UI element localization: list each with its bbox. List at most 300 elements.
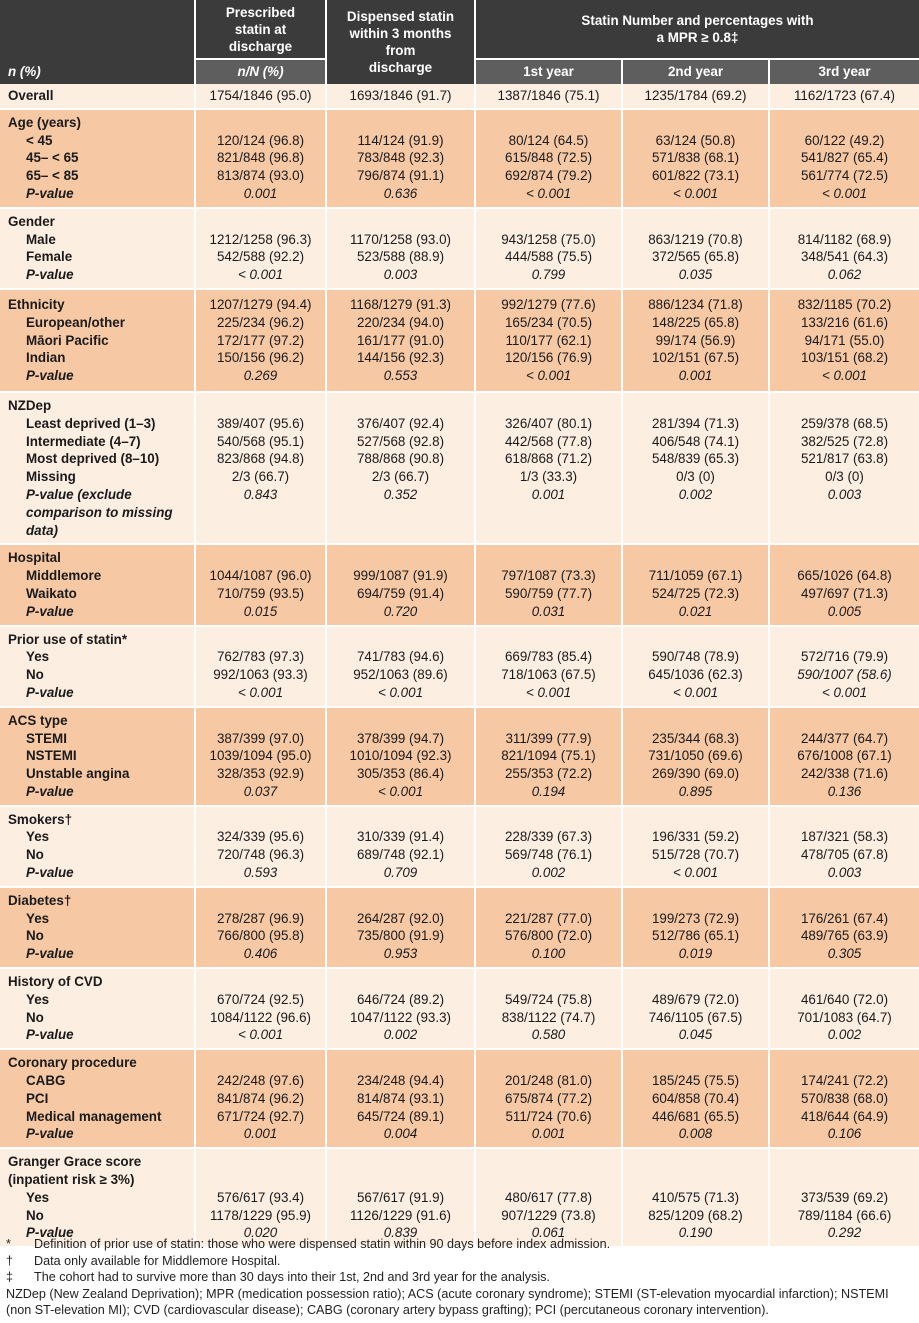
value-cell bbox=[475, 626, 622, 707]
table-row bbox=[0, 109, 919, 208]
value: 570/838 (68.0) bbox=[800, 1090, 889, 1106]
spacer bbox=[196, 397, 325, 415]
p-value: 0.406 bbox=[243, 946, 278, 962]
spacer bbox=[623, 892, 768, 910]
value: 161/177 (91.0) bbox=[356, 332, 445, 348]
value: 372/565 (65.8) bbox=[651, 249, 740, 265]
value: 540/568 (95.1) bbox=[216, 433, 305, 449]
p-value: 0.593 bbox=[243, 865, 278, 881]
value-cell bbox=[769, 1148, 919, 1247]
value: 567/617 (91.9) bbox=[356, 1189, 445, 1205]
row-label bbox=[0, 84, 195, 109]
value: 832/1185 (70.2) bbox=[797, 296, 892, 312]
value-cell bbox=[195, 707, 326, 806]
value-cell bbox=[326, 887, 475, 968]
value: 689/748 (92.1) bbox=[356, 847, 445, 863]
category-label: Least deprived (1–3) bbox=[26, 415, 156, 431]
spacer bbox=[623, 397, 768, 415]
table-row bbox=[0, 1148, 919, 1247]
p-value: 0.008 bbox=[678, 1126, 713, 1142]
table-row bbox=[0, 707, 919, 806]
value: 576/800 (72.0) bbox=[504, 928, 593, 944]
value-cell bbox=[326, 1049, 475, 1148]
value: 1693/1846 (91.7) bbox=[349, 88, 452, 103]
spacer bbox=[327, 631, 474, 649]
value: 1126/1229 (91.6) bbox=[349, 1207, 451, 1223]
footnote bbox=[0, 1269, 906, 1286]
value-cell bbox=[195, 1049, 326, 1148]
row-label bbox=[0, 1049, 195, 1148]
value: 863/1219 (70.8) bbox=[648, 231, 743, 247]
value: 1235/1784 (69.2) bbox=[644, 88, 747, 103]
value: 1212/1258 (96.3) bbox=[209, 231, 312, 247]
value: 102/151 (67.5) bbox=[651, 350, 740, 366]
value-cell bbox=[622, 289, 769, 392]
value: 187/321 (58.3) bbox=[800, 829, 889, 845]
category-label: Male bbox=[26, 231, 56, 247]
value: 120/124 (96.8) bbox=[216, 132, 305, 148]
header-n-label: n (%) bbox=[8, 64, 41, 80]
value: 720/748 (96.3) bbox=[216, 847, 305, 863]
p-value: 0.003 bbox=[383, 267, 418, 283]
value-cell bbox=[195, 109, 326, 208]
value: 796/874 (91.1) bbox=[356, 168, 445, 184]
footnote bbox=[0, 1253, 906, 1270]
value: 373/539 (69.2) bbox=[800, 1189, 889, 1205]
p-value: 0.002 bbox=[383, 1027, 418, 1043]
value: 348/541 (64.3) bbox=[800, 249, 889, 265]
spacer bbox=[196, 549, 325, 567]
value: 814/1182 (68.9) bbox=[797, 231, 892, 247]
value: 199/273 (72.9) bbox=[651, 910, 740, 926]
header-prescribed-line: statin at bbox=[234, 21, 287, 37]
p-value: 0.021 bbox=[678, 603, 713, 619]
spacer bbox=[623, 1171, 768, 1189]
spacer bbox=[327, 1153, 474, 1171]
p-value: 0.020 bbox=[243, 1225, 278, 1241]
value-cell bbox=[475, 84, 622, 109]
value-cell bbox=[475, 1049, 622, 1148]
category-label: European/other bbox=[26, 314, 125, 330]
row-label bbox=[0, 887, 195, 968]
header-dispensed-line: discharge bbox=[368, 60, 433, 75]
value-cell bbox=[475, 392, 622, 544]
row-label bbox=[0, 626, 195, 707]
spacer bbox=[327, 1171, 474, 1189]
header-year1: 1st year bbox=[475, 59, 622, 84]
category-label: PCI bbox=[26, 1090, 49, 1106]
value: 783/848 (92.3) bbox=[356, 150, 445, 166]
p-value: 0.001 bbox=[678, 368, 713, 384]
value: 762/783 (97.3) bbox=[216, 649, 305, 665]
table-row bbox=[0, 887, 919, 968]
spacer bbox=[327, 811, 474, 829]
value: 675/874 (77.2) bbox=[504, 1090, 593, 1106]
value: 1047/1122 (93.3) bbox=[349, 1009, 451, 1025]
p-value: 0.553 bbox=[383, 368, 418, 384]
value-cell bbox=[622, 968, 769, 1049]
value-cell bbox=[195, 1148, 326, 1247]
spacer bbox=[476, 1054, 621, 1072]
spacer bbox=[623, 631, 768, 649]
value: 442/568 (77.8) bbox=[504, 433, 593, 449]
row-label bbox=[0, 392, 195, 544]
p-value: 0.292 bbox=[827, 1225, 862, 1241]
value: 669/783 (85.4) bbox=[504, 649, 593, 665]
spacer bbox=[476, 811, 621, 829]
value: 1010/1094 (92.3) bbox=[349, 748, 452, 764]
p-value-label: P-value bbox=[26, 1126, 74, 1142]
p-value: 0.045 bbox=[678, 1027, 713, 1043]
value: 406/548 (74.1) bbox=[651, 433, 740, 449]
spacer bbox=[327, 892, 474, 910]
value-cell bbox=[622, 1049, 769, 1148]
value: 731/1050 (69.6) bbox=[648, 748, 743, 764]
table-row bbox=[0, 626, 919, 707]
value: 196/331 (59.2) bbox=[651, 829, 740, 845]
spacer bbox=[770, 1054, 919, 1072]
value: 244/377 (64.7) bbox=[800, 730, 889, 746]
footnote-text: Definition of prior use of statin: those who were dispensed statin within 90 days before index admission. bbox=[34, 1237, 611, 1251]
value: 110/177 (62.1) bbox=[505, 332, 592, 348]
header-prescribed-line: Prescribed bbox=[225, 4, 296, 20]
value: 789/1184 (66.6) bbox=[797, 1207, 892, 1223]
spacer bbox=[770, 631, 919, 649]
value-cell bbox=[769, 544, 919, 625]
value-cell bbox=[475, 289, 622, 392]
header-prescribed-line: discharge bbox=[228, 38, 293, 54]
value-cell bbox=[195, 84, 326, 109]
header-dispensed bbox=[326, 0, 475, 84]
p-value: 0.001 bbox=[531, 1126, 566, 1142]
value: 701/1083 (64.7) bbox=[797, 1009, 892, 1025]
category-label: Intermediate (4–7) bbox=[26, 433, 141, 449]
header-mpr bbox=[475, 0, 919, 59]
category-label: Medical management bbox=[26, 1108, 162, 1124]
value-cell bbox=[475, 544, 622, 625]
p-value: < 0.001 bbox=[821, 185, 868, 201]
value: 264/287 (92.0) bbox=[356, 910, 445, 926]
table-row bbox=[0, 1049, 919, 1148]
value: 176/261 (67.4) bbox=[800, 910, 889, 926]
value: 63/124 (50.8) bbox=[655, 132, 736, 148]
value: 305/353 (86.4) bbox=[356, 766, 445, 782]
p-value-label: data) bbox=[26, 522, 58, 538]
p-value-label: P-value bbox=[26, 1225, 74, 1241]
value: 311/399 (77.9) bbox=[505, 730, 592, 746]
value: 527/568 (92.8) bbox=[356, 433, 445, 449]
value: 571/838 (68.1) bbox=[651, 150, 740, 166]
value-cell bbox=[326, 208, 475, 289]
spacer bbox=[196, 973, 325, 991]
value: 952/1063 (89.6) bbox=[353, 667, 448, 683]
value: 235/344 (68.3) bbox=[651, 730, 740, 746]
spacer bbox=[770, 549, 919, 567]
category-label: < 45 bbox=[26, 132, 53, 148]
value-cell bbox=[769, 968, 919, 1049]
header-prescribed bbox=[195, 0, 326, 59]
p-value: 0.062 bbox=[827, 267, 862, 283]
table-row bbox=[0, 968, 919, 1049]
group-title: ACS type bbox=[8, 712, 68, 728]
header-year2: 2nd year bbox=[622, 59, 769, 84]
value: 821/1094 (75.1) bbox=[501, 748, 596, 764]
value: 133/216 (61.6) bbox=[800, 314, 889, 330]
value: 114/124 (91.9) bbox=[357, 132, 444, 148]
spacer bbox=[196, 1054, 325, 1072]
p-value: 0.035 bbox=[678, 267, 713, 283]
p-value: 0.636 bbox=[383, 185, 418, 201]
group-title: Hospital bbox=[8, 550, 61, 566]
value: 221/287 (77.0) bbox=[504, 910, 593, 926]
p-value-label: P-value bbox=[26, 865, 74, 881]
p-value: 0.005 bbox=[827, 603, 862, 619]
value: 144/156 (92.3) bbox=[356, 350, 445, 366]
p-value: 0.002 bbox=[827, 1027, 862, 1043]
value-cell bbox=[622, 544, 769, 625]
p-value: < 0.001 bbox=[821, 684, 868, 700]
value: 1/3 (33.3) bbox=[519, 469, 578, 485]
value: 590/1007 (58.6) bbox=[797, 667, 892, 683]
p-value-label: P-value bbox=[26, 783, 74, 799]
value: 541/827 (65.4) bbox=[800, 150, 889, 166]
p-value: 0.106 bbox=[827, 1126, 862, 1142]
spacer bbox=[196, 1171, 325, 1189]
value: 718/1063 (67.5) bbox=[501, 667, 596, 683]
value: 841/874 (96.2) bbox=[216, 1090, 305, 1106]
category-label: Middlemore bbox=[26, 568, 102, 584]
value: 618/868 (71.2) bbox=[504, 451, 593, 467]
value: 269/390 (69.0) bbox=[651, 766, 740, 782]
value: 259/378 (68.5) bbox=[800, 415, 889, 431]
table-header bbox=[0, 0, 919, 84]
group-title: Gender bbox=[8, 213, 55, 229]
spacer bbox=[770, 213, 919, 231]
value: 813/874 (93.0) bbox=[216, 168, 305, 184]
category-label: Yes bbox=[26, 649, 50, 665]
value-cell bbox=[326, 289, 475, 392]
header-prescribed-sub: n/N (%) bbox=[195, 59, 326, 84]
value: 2/3 (66.7) bbox=[371, 469, 430, 485]
category-label: 65– < 85 bbox=[26, 168, 79, 184]
value: 671/724 (92.7) bbox=[216, 1108, 305, 1124]
p-value: < 0.001 bbox=[377, 783, 424, 799]
value: 225/234 (96.2) bbox=[216, 314, 305, 330]
value: 999/1087 (91.9) bbox=[353, 568, 448, 584]
category-label: Indian bbox=[26, 350, 66, 366]
table-row bbox=[0, 208, 919, 289]
value: 418/644 (64.9) bbox=[800, 1108, 889, 1124]
p-value: 0.001 bbox=[243, 185, 278, 201]
p-value: < 0.001 bbox=[672, 684, 719, 700]
p-value: < 0.001 bbox=[525, 684, 572, 700]
value-cell bbox=[195, 626, 326, 707]
p-value: < 0.001 bbox=[672, 865, 719, 881]
value: 569/748 (76.1) bbox=[504, 847, 593, 863]
value-cell bbox=[475, 109, 622, 208]
value: 692/874 (79.2) bbox=[504, 168, 593, 184]
value: 201/248 (81.0) bbox=[504, 1073, 593, 1089]
p-value: < 0.001 bbox=[237, 1027, 284, 1043]
p-value: < 0.001 bbox=[377, 684, 424, 700]
value: 735/800 (91.9) bbox=[356, 928, 445, 944]
row-label bbox=[0, 806, 195, 887]
value: 1162/1723 (67.4) bbox=[793, 88, 895, 103]
value: 165/234 (70.5) bbox=[504, 314, 593, 330]
table-row bbox=[0, 806, 919, 887]
p-value-label: P-value bbox=[26, 368, 74, 384]
value: 886/1234 (71.8) bbox=[648, 296, 743, 312]
p-value: < 0.001 bbox=[237, 684, 284, 700]
value: 0/3 (0) bbox=[825, 469, 864, 485]
value: 992/1279 (77.6) bbox=[501, 296, 596, 312]
category-label: No bbox=[26, 1207, 44, 1223]
row-label bbox=[0, 109, 195, 208]
value: 1084/1122 (96.6) bbox=[209, 1009, 311, 1025]
spacer bbox=[770, 712, 919, 730]
value: 172/177 (97.2) bbox=[216, 332, 305, 348]
value-cell bbox=[195, 392, 326, 544]
value-cell bbox=[475, 887, 622, 968]
spacer bbox=[623, 114, 768, 132]
p-value: < 0.001 bbox=[525, 185, 572, 201]
value: 1168/1279 (91.3) bbox=[349, 296, 451, 312]
group-title: Smokers† bbox=[8, 811, 73, 827]
spacer bbox=[476, 712, 621, 730]
spacer bbox=[196, 811, 325, 829]
table-body bbox=[0, 84, 919, 1247]
value-cell bbox=[475, 707, 622, 806]
category-label: CABG bbox=[26, 1073, 66, 1089]
p-value: 0.799 bbox=[531, 267, 566, 283]
value: 521/817 (63.8) bbox=[800, 451, 889, 467]
category-label: STEMI bbox=[26, 730, 67, 746]
value-cell bbox=[769, 626, 919, 707]
value-cell bbox=[326, 109, 475, 208]
spacer bbox=[476, 892, 621, 910]
spacer bbox=[770, 892, 919, 910]
category-label: No bbox=[26, 1009, 44, 1025]
value: 326/407 (80.1) bbox=[504, 415, 593, 431]
value: 549/724 (75.8) bbox=[504, 991, 593, 1007]
p-value: 0.352 bbox=[383, 486, 418, 502]
p-value-label: P-value bbox=[26, 185, 74, 201]
p-value: 0.003 bbox=[827, 486, 862, 502]
category-label: Yes bbox=[26, 910, 50, 926]
group-title: Ethnicity bbox=[8, 296, 65, 312]
p-value: 0.136 bbox=[827, 783, 862, 799]
value-cell bbox=[326, 84, 475, 109]
value-cell bbox=[622, 84, 769, 109]
value: 561/774 (72.5) bbox=[800, 168, 889, 184]
spacer bbox=[623, 712, 768, 730]
spacer bbox=[623, 811, 768, 829]
footnote-symbol: * bbox=[6, 1237, 11, 1251]
value: 220/234 (94.0) bbox=[356, 314, 445, 330]
spacer bbox=[476, 1153, 621, 1171]
table-notes bbox=[0, 1236, 906, 1319]
value: 382/525 (72.8) bbox=[800, 433, 889, 449]
value: 1044/1087 (96.0) bbox=[209, 568, 312, 584]
value: 2/3 (66.7) bbox=[231, 469, 290, 485]
p-value: 0.002 bbox=[678, 486, 713, 502]
p-value: 0.305 bbox=[827, 946, 862, 962]
value: 328/353 (92.9) bbox=[216, 766, 305, 782]
p-value: 0.839 bbox=[383, 1225, 418, 1241]
p-value: 0.002 bbox=[531, 865, 566, 881]
value-cell bbox=[326, 1148, 475, 1247]
p-value-label: P-value (exclude bbox=[26, 486, 132, 502]
value-cell bbox=[769, 84, 919, 109]
value: 821/848 (96.8) bbox=[216, 150, 305, 166]
row-label bbox=[0, 1148, 195, 1247]
value-cell bbox=[326, 968, 475, 1049]
row-label bbox=[0, 544, 195, 625]
value-cell bbox=[195, 208, 326, 289]
value-cell bbox=[769, 1049, 919, 1148]
header-n-cell bbox=[0, 0, 195, 84]
header-mpr-line: a MPR ≥ 0.8‡ bbox=[656, 30, 739, 45]
p-value-label: P-value bbox=[26, 1027, 74, 1043]
group-title: Granger Grace score bbox=[8, 1154, 142, 1170]
category-label: No bbox=[26, 928, 44, 944]
spacer bbox=[623, 973, 768, 991]
p-value: 0.003 bbox=[827, 865, 862, 881]
value: 1754/1846 (95.0) bbox=[209, 88, 312, 103]
p-value: 0.580 bbox=[531, 1027, 566, 1043]
spacer bbox=[196, 892, 325, 910]
spacer bbox=[327, 213, 474, 231]
value: 242/248 (97.6) bbox=[216, 1073, 305, 1089]
value: 601/822 (73.1) bbox=[651, 168, 740, 184]
spacer bbox=[476, 549, 621, 567]
value: 489/765 (63.9) bbox=[800, 928, 889, 944]
value-cell bbox=[769, 208, 919, 289]
value: 242/338 (71.6) bbox=[800, 766, 889, 782]
p-value: 0.004 bbox=[383, 1126, 418, 1142]
value: 389/407 (95.6) bbox=[216, 415, 305, 431]
value: 1207/1279 (94.4) bbox=[209, 296, 312, 312]
spacer bbox=[196, 712, 325, 730]
value-cell bbox=[475, 1148, 622, 1247]
value: 576/617 (93.4) bbox=[216, 1189, 305, 1205]
value: 788/868 (90.8) bbox=[356, 451, 445, 467]
value: 376/407 (92.4) bbox=[356, 415, 445, 431]
p-value: < 0.001 bbox=[525, 368, 572, 384]
spacer bbox=[327, 397, 474, 415]
p-value: < 0.001 bbox=[821, 368, 868, 384]
spacer bbox=[770, 1153, 919, 1171]
spacer bbox=[196, 1153, 325, 1171]
value-cell bbox=[622, 1148, 769, 1247]
group-title: (inpatient risk ≥ 3%) bbox=[8, 1172, 135, 1188]
value: 907/1229 (73.8) bbox=[501, 1207, 596, 1223]
spacer bbox=[770, 811, 919, 829]
row-label bbox=[0, 707, 195, 806]
value-cell bbox=[475, 968, 622, 1049]
value: 478/705 (67.8) bbox=[800, 847, 889, 863]
p-value: 0.953 bbox=[383, 946, 418, 962]
value-cell bbox=[326, 392, 475, 544]
p-value: < 0.001 bbox=[672, 185, 719, 201]
spacer bbox=[327, 1054, 474, 1072]
header-dispensed-line: within 3 months bbox=[349, 26, 452, 41]
group-title: Coronary procedure bbox=[8, 1055, 137, 1071]
spacer bbox=[476, 114, 621, 132]
spacer bbox=[476, 213, 621, 231]
value: 185/245 (75.5) bbox=[651, 1073, 740, 1089]
abbreviations: NZDep (New Zealand Deprivation); MPR (medication possession ratio); ACS (acute coronary syndrome); STEMI (ST-elevation myocardial infarction); NSTEMI (non ST-elevation MI); CVD (cardiovascular disease); CABG (coronary artery bypass grafting); PCI (percutaneous coronary intervention). bbox=[6, 1286, 889, 1318]
